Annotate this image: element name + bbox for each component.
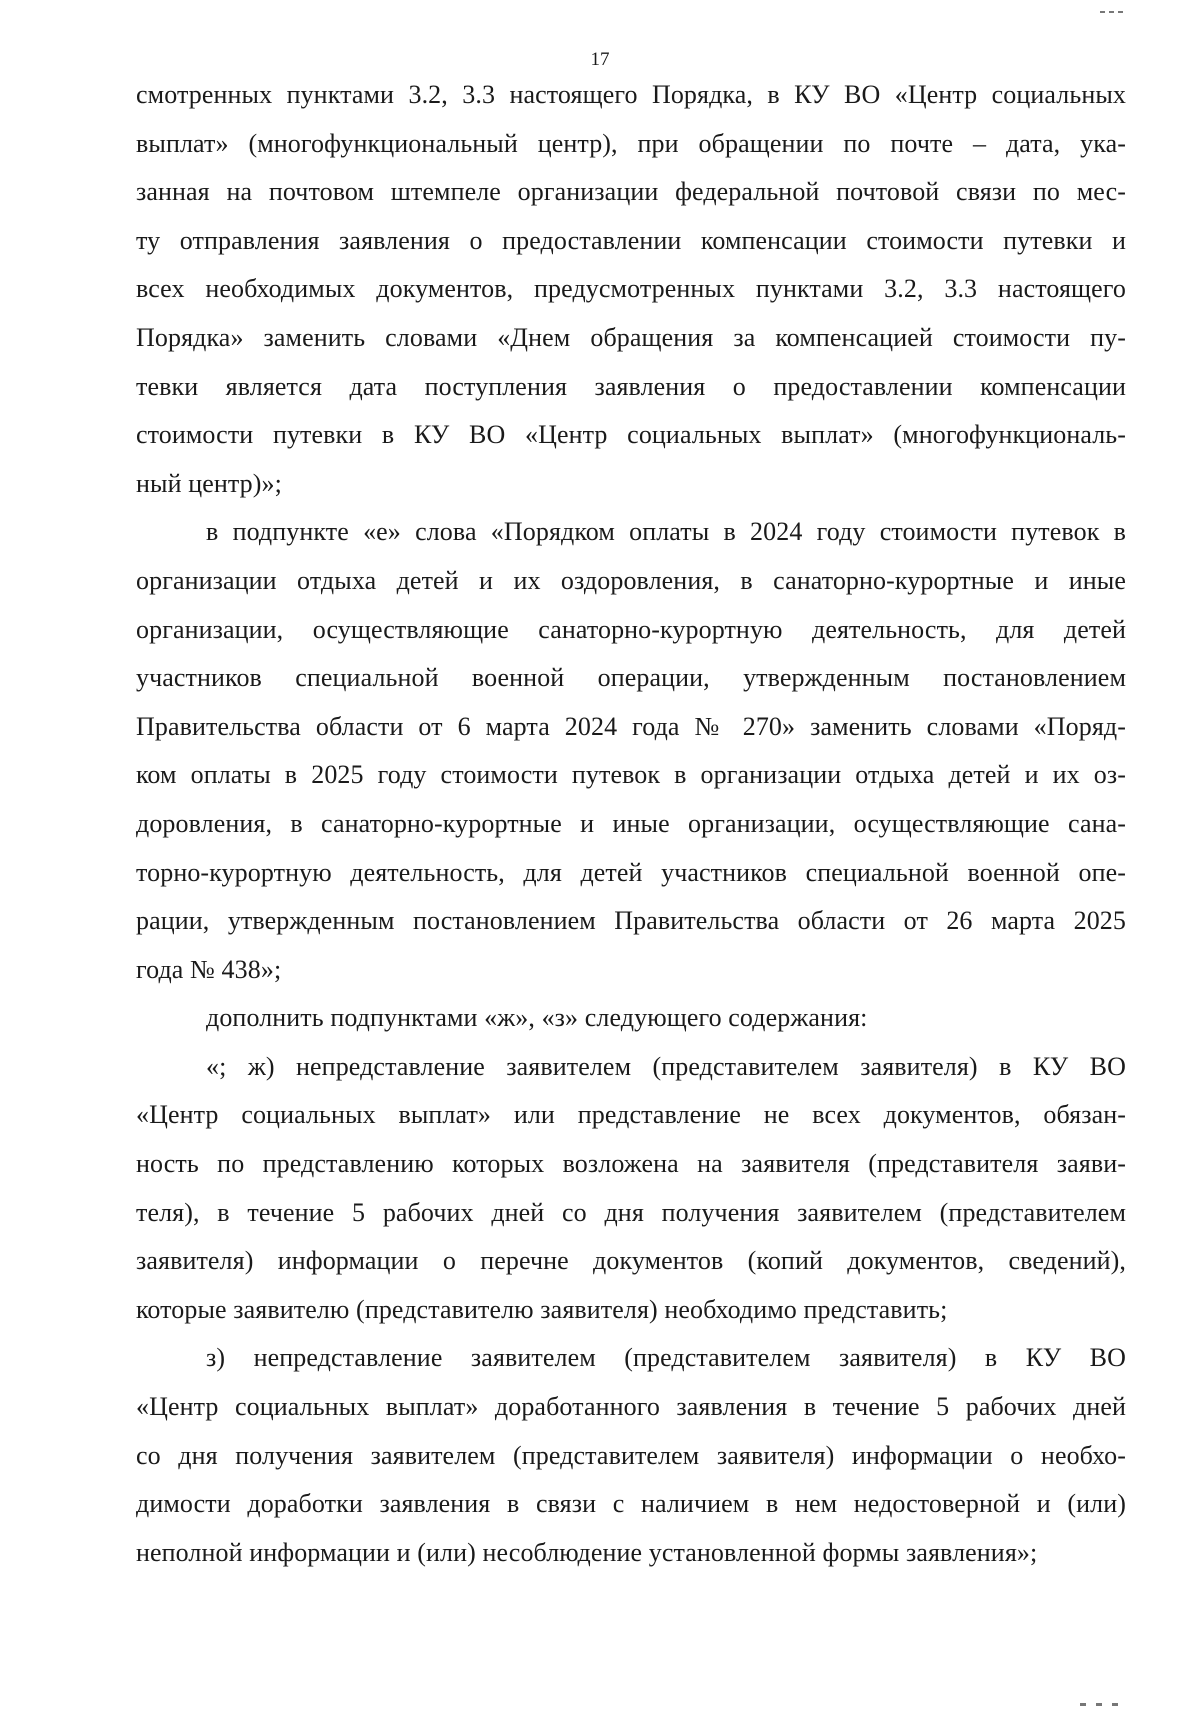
text-line: тевки является дата поступления заявления о предоставлении компенсации: [136, 371, 1126, 401]
text-line: торно-курортную деятельность, для детей участников специальной военной опе-: [136, 857, 1126, 887]
text-line: димости доработки заявления в связи с наличием в нем недостоверной и (или): [136, 1489, 1126, 1519]
text-line: со дня получения заявителем (представителем заявителя) информации о необхо-: [136, 1440, 1126, 1470]
text-line: участников специальной военной операции, утвержденным постановлением: [136, 663, 1126, 693]
text-line: организации, осуществляющие санаторно-курортную деятельность, для детей: [136, 614, 1126, 644]
text-line: Порядка» заменить словами «Днем обращения за компенсацией стоимости пу-: [136, 322, 1126, 352]
text-line: всех необходимых документов, предусмотренных пунктами 3.2, 3.3 настоящего: [136, 274, 1126, 304]
text-line: неполной информации и (или) несоблюдение установленной формы заявления»;: [136, 1537, 1038, 1567]
text-line: года № 438»;: [136, 954, 282, 984]
text-line: Правительства области от 6 марта 2024 года № 270» заменить словами «Поряд-: [136, 711, 1126, 741]
text-line: ный центр)»;: [136, 468, 282, 498]
text-line: организации отдыха детей и их оздоровления, в санаторно-курортные и иные: [136, 565, 1126, 595]
text-line: в подпункте «е» слова «Порядком оплаты в 2024 году стоимости путевок в: [206, 517, 1126, 547]
text-line: «Центр социальных выплат» доработанного заявления в течение 5 рабочих дней: [136, 1392, 1126, 1422]
text-line: дополнить подпунктами «ж», «з» следующего содержания:: [206, 1003, 868, 1033]
document-body: [136, 71, 1126, 1577]
text-line: выплат» (многофункциональный центр), при обращении по почте – дата, ука-: [136, 128, 1126, 158]
text-line: з) непредставление заявителем (представителем заявителя) в КУ ВО: [206, 1343, 1126, 1373]
text-line: ком оплаты в 2025 году стоимости путевок в организации отдыха детей и их оз-: [136, 760, 1126, 790]
text-line: заявителя) информации о перечне документов (копий документов, сведений),: [136, 1246, 1126, 1276]
text-line: смотренных пунктами 3.2, 3.3 настоящего Порядка, в КУ ВО «Центр социальных: [136, 80, 1126, 109]
text-line: теля), в течение 5 рабочих дней со дня получения заявителем (представителем: [136, 1197, 1126, 1227]
text-line: занная на почтовом штемпеле организации федеральной почтовой связи по мес-: [136, 177, 1126, 207]
scan-mark-top: [1100, 0, 1140, 3]
page-number: 17: [590, 49, 610, 70]
text-line: ность по представлению которых возложена на заявителя (представителя заяви-: [136, 1149, 1126, 1179]
text-line: «; ж) непредставление заявителем (представителем заявителя) в КУ ВО: [206, 1051, 1126, 1081]
scan-mark-bottom: [1080, 1693, 1140, 1697]
text-line: стоимости путевки в КУ ВО «Центр социальных выплат» (многофункциональ-: [136, 420, 1126, 450]
text-line: доровления, в санаторно-курортные и иные организации, осуществляющие сана-: [136, 808, 1126, 838]
text-line: ту отправления заявления о предоставлении компенсации стоимости путевки и: [136, 225, 1126, 255]
text-line: «Центр социальных выплат» или представление не всех документов, обязан-: [136, 1100, 1126, 1130]
text-line: рации, утвержденным постановлением Правительства области от 26 марта 2025: [136, 906, 1126, 936]
text-line: которые заявителю (представителю заявителя) необходимо представить;: [136, 1294, 948, 1324]
